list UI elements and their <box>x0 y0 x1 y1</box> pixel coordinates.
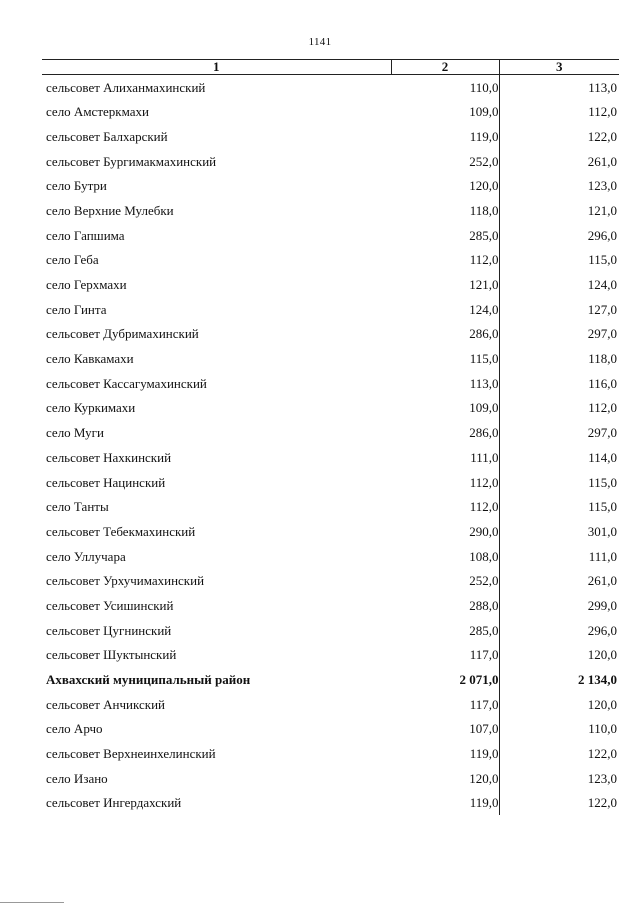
row-value-col2-cell: 113,0 <box>391 371 499 396</box>
row-value-col3-cell: 112,0 <box>588 400 617 416</box>
row-value-col3-cell: 115,0 <box>588 499 617 515</box>
row-value-col2-cell: 2 071,0 <box>391 667 499 692</box>
row-name-cell: село Амстеркмахи <box>46 104 149 120</box>
row-name-cell: сельсовет Кассагумахинский <box>46 375 207 391</box>
row-name-cell: сельсовет Урхучимахинский <box>46 573 205 589</box>
row-value-col3-cell: 296,0 <box>587 622 617 638</box>
row-value-col2-cell: 252,0 <box>391 149 499 174</box>
table-row <box>42 790 619 815</box>
table-row <box>42 75 619 100</box>
table-body <box>42 75 619 816</box>
row-value-col2-cell: 115,0 <box>391 346 499 371</box>
page-number: 1141 <box>308 36 332 48</box>
row-value-col2-cell: 285,0 <box>391 223 499 248</box>
row-value-col3-cell: 2 134,0 <box>578 672 617 687</box>
row-value-col2-cell: 252,0 <box>391 568 499 593</box>
row-name-cell: сельсовет Бургимакмахинский <box>46 153 217 169</box>
row-value-col2-cell: 117,0 <box>391 692 499 717</box>
table-header <box>42 60 619 75</box>
row-name-cell: село Куркимахи <box>46 400 136 416</box>
table-row <box>42 124 619 149</box>
row-name-cell: сельсовет Нацинский <box>46 474 166 490</box>
row-value-col2-cell: 124,0 <box>391 297 499 322</box>
row-value-col2-cell: 288,0 <box>391 593 499 618</box>
row-value-col2-cell: 119,0 <box>391 790 499 815</box>
header-row <box>42 60 619 75</box>
table-row <box>42 297 619 322</box>
row-value-col3-cell: 122,0 <box>587 746 617 762</box>
table-row <box>42 716 619 741</box>
row-name-cell: село Бутри <box>46 178 107 194</box>
row-name-cell: сельсовет Цугнинский <box>46 622 172 638</box>
row-value-col2-cell: 108,0 <box>391 544 499 569</box>
row-value-col2-cell: 121,0 <box>391 272 499 297</box>
row-name-cell: сельсовет Ингердахский <box>46 795 182 811</box>
row-value-col2-cell: 285,0 <box>391 618 499 643</box>
row-value-col2-cell: 109,0 <box>391 395 499 420</box>
row-value-col2-cell: 119,0 <box>391 741 499 766</box>
table-row <box>42 593 619 618</box>
table-row <box>42 223 619 248</box>
table-row <box>42 470 619 495</box>
row-name-cell: село Верхние Мулебки <box>46 202 174 218</box>
column-header-2: 2 <box>391 60 499 75</box>
row-name-cell: село Изано <box>46 770 108 786</box>
table-row <box>42 642 619 667</box>
table-row <box>42 494 619 519</box>
row-value-col2-cell: 286,0 <box>391 321 499 346</box>
row-name-cell: село Геба <box>46 252 99 268</box>
column-header-3: 3 <box>499 60 619 75</box>
row-value-col3-cell: 121,0 <box>587 202 617 218</box>
row-value-col3-cell: 296,0 <box>587 227 617 243</box>
row-name-cell: село Арчо <box>46 721 103 737</box>
table-row <box>42 321 619 346</box>
table-row <box>42 519 619 544</box>
row-value-col2-cell: 110,0 <box>391 75 499 100</box>
row-value-col3-cell: 118,0 <box>588 351 617 367</box>
table-row <box>42 272 619 297</box>
row-name-cell: село Кавкамахи <box>46 351 134 367</box>
row-value-col2-cell: 119,0 <box>391 124 499 149</box>
row-name-cell: сельсовет Шуктынский <box>46 647 177 663</box>
row-value-col2-cell: 120,0 <box>391 173 499 198</box>
row-value-col3-cell: 261,0 <box>587 153 617 169</box>
table-row <box>42 149 619 174</box>
table-row <box>42 395 619 420</box>
column-header-1: 1 <box>42 60 391 75</box>
row-value-col2-cell: 111,0 <box>391 445 499 470</box>
table-row <box>42 741 619 766</box>
row-name-cell: село Гапшима <box>46 227 125 243</box>
row-value-col3-cell: 261,0 <box>587 573 617 589</box>
table-row <box>42 346 619 371</box>
row-value-col3-cell: 115,0 <box>588 252 617 268</box>
row-value-col3-cell: 120,0 <box>587 696 617 712</box>
row-name-cell: село Гинта <box>46 301 107 317</box>
row-value-col3-cell: 114,0 <box>588 449 617 465</box>
table-row <box>42 173 619 198</box>
row-value-col2-cell: 112,0 <box>391 494 499 519</box>
row-value-col3-cell: 120,0 <box>587 647 617 663</box>
row-value-col2-cell: 112,0 <box>391 247 499 272</box>
row-name-cell: сельсовет Верхнеинхелинский <box>46 746 216 762</box>
row-value-col3-cell: 113,0 <box>588 80 617 95</box>
table-row <box>42 544 619 569</box>
row-name-cell: сельсовет Балхарский <box>46 128 168 144</box>
table-row <box>42 371 619 396</box>
row-value-col3-cell: 112,0 <box>588 104 617 120</box>
row-value-col2-cell: 112,0 <box>391 470 499 495</box>
table-row <box>42 618 619 643</box>
table-row <box>42 445 619 470</box>
row-value-col3-cell: 297,0 <box>587 425 617 441</box>
row-name-cell: село Герхмахи <box>46 277 127 292</box>
row-value-col3-cell: 123,0 <box>587 178 617 194</box>
row-name-cell: село Уллучара <box>46 548 126 564</box>
row-value-col3-cell: 123,0 <box>587 770 617 786</box>
row-value-col2-cell: 109,0 <box>391 99 499 124</box>
row-value-col2-cell: 120,0 <box>391 766 499 791</box>
row-value-col3-cell: 111,0 <box>588 548 617 564</box>
row-value-col3-cell: 122,0 <box>587 128 617 144</box>
row-name-cell: Ахвахский муниципальный район <box>46 672 251 687</box>
table-row <box>42 420 619 445</box>
table-row <box>42 247 619 272</box>
row-name-cell: сельсовет Дубримахинский <box>46 326 199 342</box>
page-edge-mark <box>0 902 64 903</box>
row-name-cell: сельсовет Усишинский <box>46 597 174 613</box>
row-value-col3-cell: 299,0 <box>587 597 617 613</box>
row-value-col3-cell: 124,0 <box>587 277 617 292</box>
row-value-col3-cell: 110,0 <box>588 721 617 737</box>
row-name-cell: сельсовет Нахкинский <box>46 449 172 465</box>
row-name-cell: село Муги <box>46 425 104 441</box>
data-table <box>42 59 619 815</box>
row-value-col3-cell: 122,0 <box>587 795 617 811</box>
table-row <box>42 766 619 791</box>
row-name-cell: село Танты <box>46 499 109 515</box>
row-value-col3-cell: 301,0 <box>587 523 617 539</box>
row-name-cell: сельсовет Анчикский <box>46 696 165 712</box>
row-value-col3-cell: 127,0 <box>587 301 617 317</box>
row-value-col2-cell: 117,0 <box>391 642 499 667</box>
row-name-cell: сельсовет Тебекмахинский <box>46 523 196 539</box>
row-value-col3-cell: 297,0 <box>587 326 617 342</box>
table-row <box>42 692 619 717</box>
table-row-district <box>42 667 619 692</box>
row-value-col2-cell: 290,0 <box>391 519 499 544</box>
row-name-cell: сельсовет Алиханмахинский <box>46 80 206 95</box>
row-value-col2-cell: 107,0 <box>391 716 499 741</box>
row-value-col3-cell: 116,0 <box>588 375 617 391</box>
row-value-col3-cell: 115,0 <box>588 474 617 490</box>
table-row <box>42 198 619 223</box>
table-row <box>42 99 619 124</box>
row-value-col2-cell: 286,0 <box>391 420 499 445</box>
row-value-col2-cell: 118,0 <box>391 198 499 223</box>
table-row <box>42 568 619 593</box>
